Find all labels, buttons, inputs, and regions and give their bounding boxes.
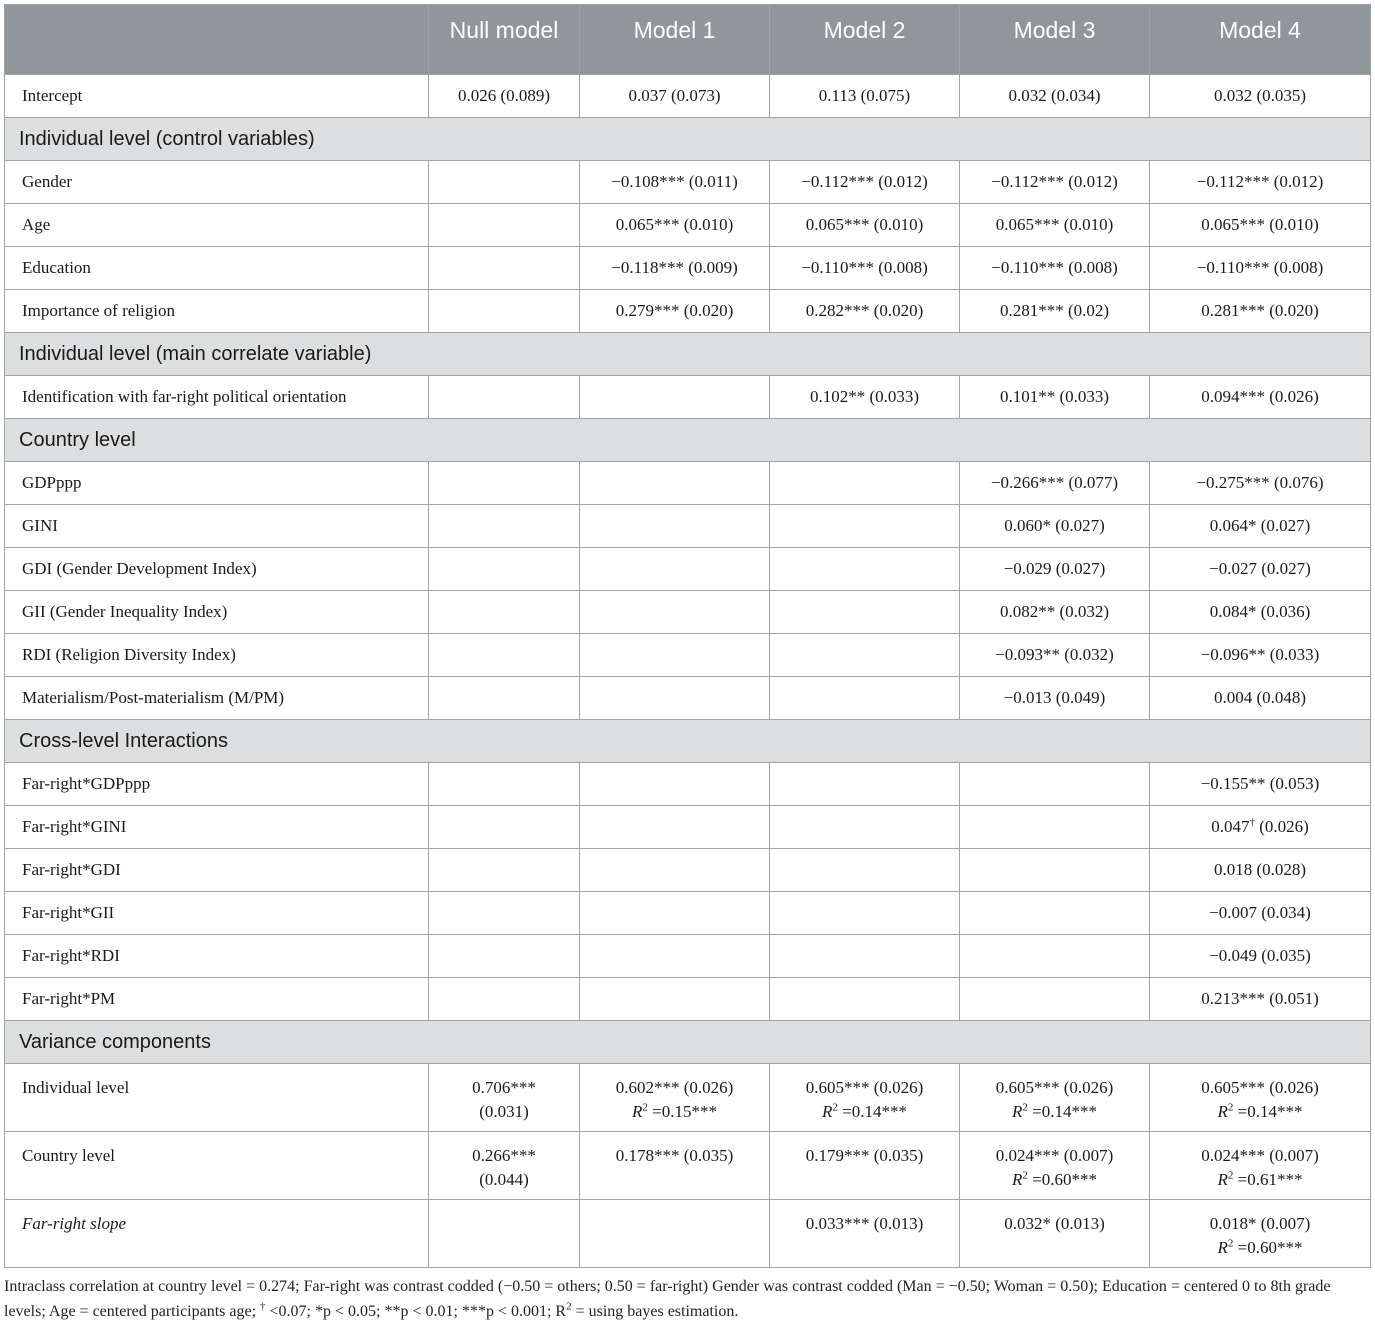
- cell-value: [429, 1064, 580, 1132]
- cell-line: 0.024*** (0.007): [995, 1146, 1114, 1165]
- cell-value: [1150, 1132, 1371, 1200]
- footnote-part3: = using bayes estimation.: [571, 1303, 739, 1320]
- cell-value: [580, 1132, 770, 1200]
- r2-exp: 2: [1022, 1169, 1028, 1182]
- row-label: GII (Gender Inequality Index): [5, 591, 429, 634]
- row-label: Far-right*GINI: [5, 806, 429, 849]
- cell-value: [580, 677, 770, 720]
- cell-value-se: (0.026): [1254, 817, 1309, 836]
- cell-value: −0.007 (0.034): [1150, 892, 1371, 935]
- cell-value: [580, 978, 770, 1021]
- cell-value-main: 0.047: [1211, 817, 1250, 836]
- table-row: [5, 75, 1371, 118]
- cell-value: [580, 849, 770, 892]
- r2-letter: R: [1012, 1170, 1023, 1189]
- cell-line: 0.605*** (0.026): [1201, 1078, 1319, 1097]
- row-label: Far-right*GII: [5, 892, 429, 935]
- cell-value: [429, 677, 580, 720]
- cell-value: 0.037 (0.073): [580, 75, 770, 118]
- row-label: Identification with far-right political orientation: [5, 376, 429, 419]
- table-row: [5, 247, 1371, 290]
- table-row: [5, 290, 1371, 333]
- cell-value: −0.108*** (0.011): [580, 161, 770, 204]
- table-row: [5, 1200, 1371, 1268]
- r2-exp: 2: [642, 1101, 648, 1114]
- table-row: [5, 376, 1371, 419]
- footnote-exp: 2: [566, 1300, 572, 1313]
- r2-letter: R: [632, 1102, 643, 1121]
- r2-value: =0.60***: [1032, 1170, 1097, 1189]
- cell-value: [580, 548, 770, 591]
- section-header: [5, 118, 1371, 161]
- section-title: Variance components: [5, 1021, 1371, 1064]
- r2-value: =0.14***: [1237, 1102, 1303, 1121]
- cell-value: [429, 161, 580, 204]
- cell-value: −0.275*** (0.076): [1150, 462, 1371, 505]
- cell-value: [429, 892, 580, 935]
- cell-value: [429, 1132, 580, 1200]
- cell-value: [429, 849, 580, 892]
- table-row: [5, 161, 1371, 204]
- cell-value: [429, 806, 580, 849]
- cell-value: −0.112*** (0.012): [960, 161, 1150, 204]
- r2-line: [1154, 1236, 1366, 1260]
- results-table: [4, 4, 1371, 1268]
- cell-value: [580, 376, 770, 419]
- cell-value: [770, 462, 960, 505]
- r2-value: =0.14***: [842, 1102, 907, 1121]
- cell-value: [429, 634, 580, 677]
- header-null-model: Null model: [429, 5, 580, 75]
- cell-value: 0.082** (0.032): [960, 591, 1150, 634]
- footnote-part2: <0.07; *p < 0.05; **p < 0.01; ***p < 0.001; R: [265, 1303, 567, 1320]
- r2-line: [1154, 1168, 1366, 1192]
- cell-value: 0.094*** (0.026): [1150, 376, 1371, 419]
- cell-value: [770, 1200, 960, 1268]
- cell-value: 0.102** (0.033): [770, 376, 960, 419]
- cell-value: [960, 806, 1150, 849]
- table-row: [5, 204, 1371, 247]
- cell-value: 0.281*** (0.020): [1150, 290, 1371, 333]
- cell-value: 0.065*** (0.010): [770, 204, 960, 247]
- cell-value: [429, 591, 580, 634]
- row-label: Intercept: [5, 75, 429, 118]
- table-row: [5, 892, 1371, 935]
- cell-value: 0.282*** (0.020): [770, 290, 960, 333]
- cell-value: 0.279*** (0.020): [580, 290, 770, 333]
- cell-value: [580, 462, 770, 505]
- section-title: Cross-level Interactions: [5, 720, 1371, 763]
- table-row: [5, 849, 1371, 892]
- cell-value: [960, 935, 1150, 978]
- cell-line: 0.024*** (0.007): [1201, 1146, 1319, 1165]
- r2-letter: R: [1217, 1102, 1228, 1121]
- cell-value: −0.093** (0.032): [960, 634, 1150, 677]
- r2-line: [774, 1100, 955, 1124]
- cell-value: 0.018 (0.028): [1150, 849, 1371, 892]
- cell-value: [770, 849, 960, 892]
- section-header: [5, 419, 1371, 462]
- r2-line: [584, 1100, 765, 1124]
- r2-exp: 2: [1227, 1237, 1234, 1250]
- cell-value: −0.110*** (0.008): [960, 247, 1150, 290]
- row-label: Far-right*GDI: [5, 849, 429, 892]
- cell-value: −0.112*** (0.012): [770, 161, 960, 204]
- table-row: [5, 548, 1371, 591]
- header-model-1: Model 1: [580, 5, 770, 75]
- cell-value: [770, 892, 960, 935]
- r2-letter: R: [1012, 1102, 1023, 1121]
- cell-line: (0.031): [479, 1102, 529, 1121]
- cell-value: −0.027 (0.027): [1150, 548, 1371, 591]
- cell-value: [580, 591, 770, 634]
- cell-value: [770, 763, 960, 806]
- row-label: Far-right slope: [5, 1200, 429, 1268]
- cell-value: 0.065*** (0.010): [960, 204, 1150, 247]
- table-row: [5, 935, 1371, 978]
- cell-value: −0.013 (0.049): [960, 677, 1150, 720]
- cell-line: 0.018* (0.007): [1209, 1214, 1311, 1233]
- footnote-dagger: †: [260, 1300, 266, 1313]
- cell-line: 0.605*** (0.026): [805, 1078, 924, 1097]
- dagger-mark: †: [1249, 816, 1255, 829]
- cell-value: [960, 849, 1150, 892]
- cell-value: 0.084* (0.036): [1150, 591, 1371, 634]
- cell-value: [960, 892, 1150, 935]
- cell-value: [429, 462, 580, 505]
- cell-value: 0.101** (0.033): [960, 376, 1150, 419]
- footnote-part1: Intraclass correlation at country level = 0.274; Far-right was contrast codded (−0.50 = others; 0.50 = far-right) Gender was contrast codded (Man = −0.50; Woman = 0.50); Education = centered 0 to 8th grade levels; Age = centered participants age;: [4, 1278, 1331, 1320]
- cell-value: [770, 978, 960, 1021]
- r2-exp: 2: [832, 1101, 838, 1114]
- row-label: Gender: [5, 161, 429, 204]
- row-label: Country level: [5, 1132, 429, 1200]
- table-row: [5, 677, 1371, 720]
- table-row: [5, 763, 1371, 806]
- header-model-2: Model 2: [770, 5, 960, 75]
- cell-value: −0.029 (0.027): [960, 548, 1150, 591]
- row-label: GINI: [5, 505, 429, 548]
- row-label: Far-right*PM: [5, 978, 429, 1021]
- cell-line: 0.032* (0.013): [1004, 1214, 1105, 1233]
- cell-value: [580, 892, 770, 935]
- cell-value: [770, 935, 960, 978]
- section-header: [5, 333, 1371, 376]
- cell-value: 0.064* (0.027): [1150, 505, 1371, 548]
- cell-value: [1150, 1064, 1371, 1132]
- r2-exp: 2: [1227, 1169, 1234, 1182]
- r2-letter: R: [1217, 1238, 1228, 1257]
- r2-line: [1154, 1100, 1366, 1124]
- cell-value: [580, 763, 770, 806]
- row-label: Individual level: [5, 1064, 429, 1132]
- cell-line: (0.044): [479, 1170, 529, 1189]
- table-row: [5, 591, 1371, 634]
- r2-value: =0.60***: [1237, 1238, 1303, 1257]
- table-row: [5, 505, 1371, 548]
- r2-line: [964, 1100, 1145, 1124]
- cell-value: [770, 634, 960, 677]
- section-header: [5, 720, 1371, 763]
- cell-value: −0.049 (0.035): [1150, 935, 1371, 978]
- cell-value: [580, 935, 770, 978]
- table-row: [5, 462, 1371, 505]
- cell-value: [1150, 806, 1371, 849]
- cell-value: [580, 1200, 770, 1268]
- cell-value: [429, 935, 580, 978]
- row-label: Education: [5, 247, 429, 290]
- r2-letter: R: [1217, 1170, 1228, 1189]
- cell-line: 0.179*** (0.035): [805, 1146, 924, 1165]
- cell-value: 0.065*** (0.010): [1150, 204, 1371, 247]
- cell-value: 0.032 (0.035): [1150, 75, 1371, 118]
- r2-exp: 2: [1022, 1101, 1028, 1114]
- cell-value: [960, 1064, 1150, 1132]
- cell-value: [580, 806, 770, 849]
- cell-value: [429, 978, 580, 1021]
- cell-value: [429, 548, 580, 591]
- cell-value: [960, 1200, 1150, 1268]
- cell-value: [580, 505, 770, 548]
- cell-value: [580, 634, 770, 677]
- cell-value: 0.060* (0.027): [960, 505, 1150, 548]
- section-title: Individual level (main correlate variable): [5, 333, 1371, 376]
- cell-value: −0.096** (0.033): [1150, 634, 1371, 677]
- cell-value: [770, 1132, 960, 1200]
- table-footnote: [4, 1274, 1372, 1324]
- cell-value: [960, 978, 1150, 1021]
- cell-value: 0.004 (0.048): [1150, 677, 1371, 720]
- cell-line: 0.033*** (0.013): [805, 1214, 924, 1233]
- cell-value: [1150, 1200, 1371, 1268]
- cell-value: [429, 763, 580, 806]
- cell-value: [429, 247, 580, 290]
- table-row: [5, 634, 1371, 677]
- cell-value: [429, 290, 580, 333]
- table-row: [5, 806, 1371, 849]
- section-title: Country level: [5, 419, 1371, 462]
- table-row: [5, 1132, 1371, 1200]
- r2-value: =0.15***: [652, 1102, 717, 1121]
- row-label: Importance of religion: [5, 290, 429, 333]
- cell-value: [429, 376, 580, 419]
- cell-line: 0.602*** (0.026): [615, 1078, 734, 1097]
- cell-value: [960, 763, 1150, 806]
- section-header: [5, 1021, 1371, 1064]
- section-title: Individual level (control variables): [5, 118, 1371, 161]
- r2-letter: R: [822, 1102, 833, 1121]
- cell-value: −0.112*** (0.012): [1150, 161, 1371, 204]
- cell-value: [770, 677, 960, 720]
- cell-value: 0.281*** (0.02): [960, 290, 1150, 333]
- r2-value: =0.14***: [1032, 1102, 1097, 1121]
- cell-value: −0.110*** (0.008): [1150, 247, 1371, 290]
- table-row: [5, 1064, 1371, 1132]
- row-label: GDI (Gender Development Index): [5, 548, 429, 591]
- cell-line: 0.706***: [472, 1078, 536, 1097]
- header-model-3: Model 3: [960, 5, 1150, 75]
- cell-line: 0.605*** (0.026): [995, 1078, 1114, 1097]
- cell-value: [429, 1200, 580, 1268]
- row-label: GDPppp: [5, 462, 429, 505]
- cell-value: −0.110*** (0.008): [770, 247, 960, 290]
- cell-value: [429, 204, 580, 247]
- header-row: [5, 5, 1371, 75]
- cell-value: −0.266*** (0.077): [960, 462, 1150, 505]
- cell-value: −0.155** (0.053): [1150, 763, 1371, 806]
- row-label: Age: [5, 204, 429, 247]
- cell-value: −0.118*** (0.009): [580, 247, 770, 290]
- cell-value: 0.026 (0.089): [429, 75, 580, 118]
- cell-value: 0.065*** (0.010): [580, 204, 770, 247]
- header-blank: [5, 5, 429, 75]
- header-model-4: Model 4: [1150, 5, 1371, 75]
- cell-value: [429, 505, 580, 548]
- table-row: [5, 978, 1371, 1021]
- r2-value: =0.61***: [1237, 1170, 1303, 1189]
- row-label: Far-right*RDI: [5, 935, 429, 978]
- row-label: RDI (Religion Diversity Index): [5, 634, 429, 677]
- r2-exp: 2: [1227, 1101, 1234, 1114]
- cell-value: 0.113 (0.075): [770, 75, 960, 118]
- row-label: Far-right*GDPppp: [5, 763, 429, 806]
- r2-line: [964, 1168, 1145, 1192]
- cell-line: 0.178*** (0.035): [615, 1146, 734, 1165]
- cell-line: 0.266***: [472, 1146, 536, 1165]
- cell-value: [960, 1132, 1150, 1200]
- cell-value: [770, 591, 960, 634]
- cell-value: 0.032 (0.034): [960, 75, 1150, 118]
- cell-value: [770, 1064, 960, 1132]
- cell-value: [770, 806, 960, 849]
- row-label: Materialism/Post-materialism (M/PM): [5, 677, 429, 720]
- cell-value: [770, 505, 960, 548]
- cell-value: [580, 1064, 770, 1132]
- cell-value: [770, 548, 960, 591]
- cell-value: 0.213*** (0.051): [1150, 978, 1371, 1021]
